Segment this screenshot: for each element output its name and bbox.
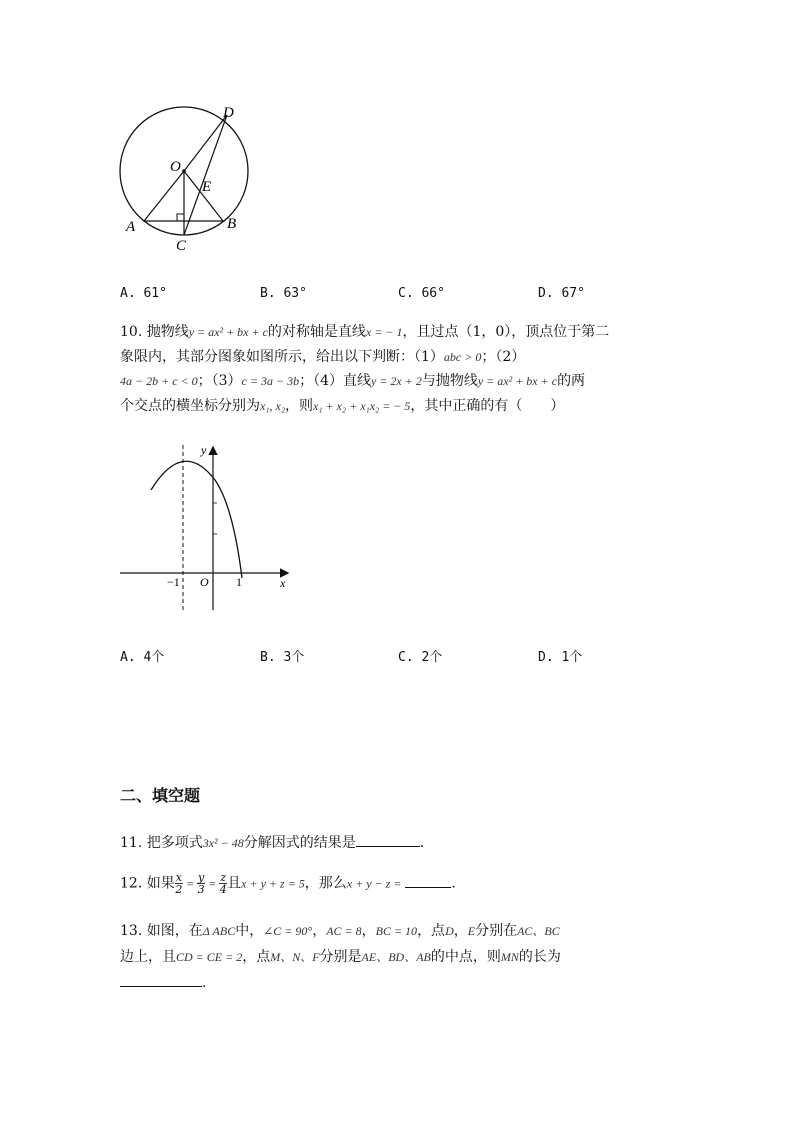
point-O-dot [182,169,186,173]
label-D: D [223,105,234,121]
tick-label-neg1: −1 [167,575,180,589]
y-axis-label: y [201,443,207,457]
q11-text: . [419,835,425,851]
answer-blank[interactable] [356,832,420,847]
math-expr: MN [500,950,519,964]
math-expr: x + y − z = [346,876,402,891]
q10-line-1 [120,321,609,341]
option-text: 2个 [421,650,443,665]
q12-text: 且 [227,875,242,892]
math-expr: ∠C = 90° [263,924,313,938]
q10-text: 的两 [557,373,586,389]
parabola-graph [115,440,295,620]
q9-option-d[interactable] [538,286,585,301]
fraction-numerator: y [198,871,205,884]
q10-text: ，其中正确的有（ ） [410,398,565,414]
option-text: 3个 [283,650,305,665]
option-letter: C. [398,650,414,665]
q13-text: ，点 [417,923,446,939]
option-letter: A. [120,650,136,665]
x-axis-label: x [280,576,286,590]
q13-text: 的中点，则 [430,949,501,965]
q13-text: 分别在 [475,923,518,939]
q10-option-c[interactable] [398,646,442,665]
q9-option-b[interactable] [260,286,307,301]
q10-text: ，且过点（1，0），顶点位于第二 [402,324,610,340]
option-letter: C. [398,286,414,301]
option-letter: D. [538,650,554,665]
circle-geometry-figure [110,95,260,255]
q10-text: 10. 抛物线 [120,324,189,340]
math-expr: y = ax² + bx + c [188,325,268,339]
math-expr: 4a − 2b + c < 0 [120,374,198,388]
answer-blank[interactable] [405,873,451,888]
q10-text: 的对称轴是直线 [267,324,366,340]
q13-text: 分别是 [319,949,362,965]
q10-text: ；（4）直线 [299,373,371,389]
option-text: 1个 [561,650,583,665]
q9-option-c[interactable] [398,286,445,301]
q13-text: ，点 [242,949,271,965]
math-expr: c = 3a − 3b [241,374,300,388]
parabola-curve [151,461,242,578]
q13-text: ， [453,923,468,939]
option-text: 67° [561,286,585,301]
q13-text: 边上，且 [120,949,176,965]
option-letter: A. [120,286,136,301]
q10-text: ；（2） [481,349,526,365]
q10-line-2 [120,346,525,366]
q10-option-a[interactable] [120,646,164,665]
q13-text: 的长为 [518,949,561,965]
label-A: A [126,219,136,235]
q10-option-b[interactable] [260,646,304,665]
math-expr: abc > 0 [443,350,482,364]
q10-line-3 [120,370,585,390]
option-text: 4个 [143,650,165,665]
label-C: C [176,238,187,254]
math-expr: AC = 8 [326,924,362,938]
label-E: E [202,179,212,195]
q13-text: 中， [235,923,264,939]
fraction-denominator: 2 [175,883,183,896]
math-expr: x = − 1 [365,325,403,339]
fraction-denominator: 3 [197,883,205,896]
q12-text: . [451,875,456,892]
q12-text: 12. 如果 [120,875,175,892]
q10-text: 与抛物线 [421,373,478,389]
math-expr: BC = 10 [375,924,418,938]
q12-text: ，那么 [304,875,347,892]
math-expr: E [467,924,476,938]
option-text: 63° [283,286,307,301]
option-text: 61° [143,286,167,301]
q10-text: 个交点的横坐标分别为 [120,398,260,414]
fraction-numerator: z [220,871,227,884]
q13-line-3 [120,972,206,991]
section-heading: 二、填空题 [120,786,201,805]
q10-option-d[interactable] [538,646,582,665]
fraction-numerator: x [175,871,182,884]
equals-sign: = [182,876,198,891]
math-expr: AC、BC [517,924,560,938]
math-expr: y = 2x + 2 [371,374,422,388]
option-letter: D. [538,286,554,301]
math-expr: 3x² − 48 [202,836,244,850]
fraction-z-over-4 [219,872,227,895]
q10-line-4 [120,395,564,415]
math-expr: AE、BD、AB [361,950,431,964]
math-expr: x + y + z = 5 [241,876,305,891]
math-expr: y = ax² + bx + c [477,374,558,388]
segment-OD [184,115,227,171]
fraction-denominator: 4 [219,883,227,896]
q11-text: 分解因式的结果是 [243,835,356,851]
math-expr: D [445,924,454,938]
tick-label-1: 1 [236,575,242,589]
q13-line-1 [120,920,560,940]
math-expr: x₁, x₂ [260,399,285,413]
math-expr: CD = CE = 2 [176,950,243,964]
q13-text: 13. 如图，在 [120,923,203,939]
q13-text: . [202,975,207,991]
q13-text: ， [361,923,376,939]
math-expr: Δ ABC [202,924,236,938]
label-O: O [170,159,181,175]
fraction-x-over-2 [175,872,183,895]
q9-option-a[interactable] [120,286,167,301]
q10-text: 象限内，其部分图象如图所示，给出以下判断：（1） [120,349,444,365]
option-letter: B. [260,286,276,301]
q10-text: ；（3） [197,373,242,389]
math-expr: x₁ + x₂ + x₁x₂ = − 5 [313,399,411,413]
q13-text: ， [312,923,327,939]
right-angle-mark [177,214,184,221]
equals-sign: = [205,876,220,891]
option-letter: B. [260,650,276,665]
option-text: 66° [421,286,445,301]
q10-text: ，则 [285,398,313,414]
q11-text: 11. 把多项式 [120,835,203,851]
answer-blank[interactable] [120,972,202,987]
q11-line [120,832,424,852]
origin-label: O [200,575,209,589]
label-B: B [227,216,237,232]
q13-line-2 [120,946,561,966]
q12-line [120,872,456,895]
math-expr: M、N、F [270,950,320,964]
